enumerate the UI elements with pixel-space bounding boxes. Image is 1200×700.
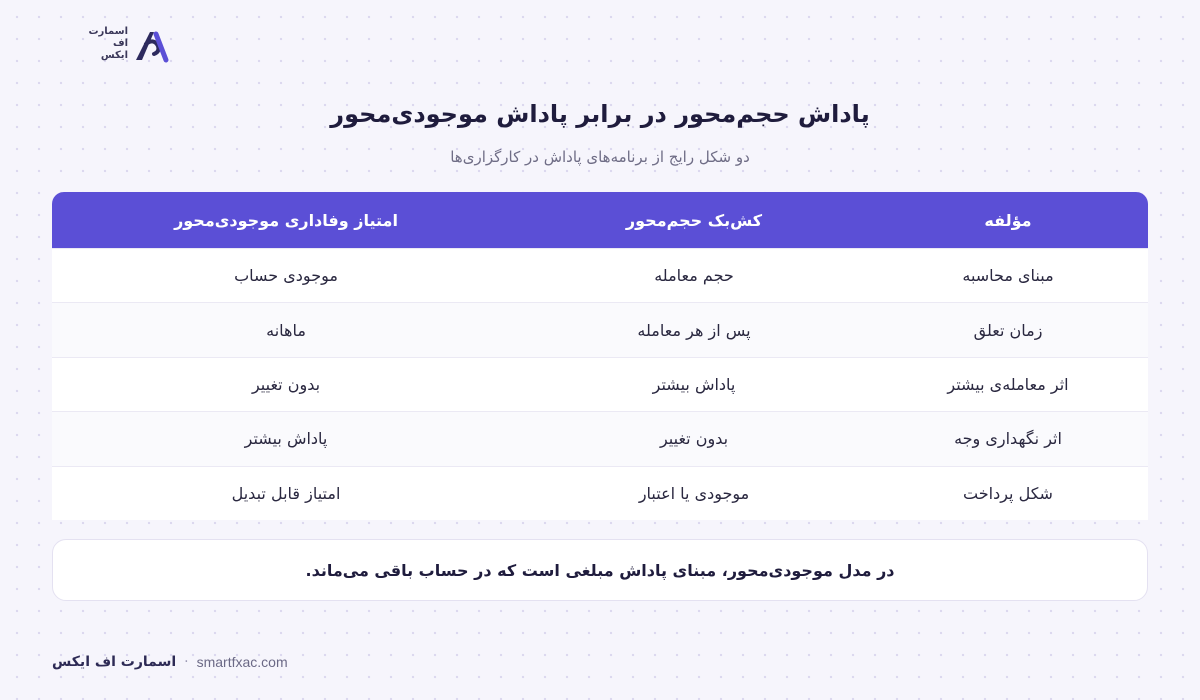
table-row [52,466,1148,520]
table-cell: زمان تعلق [973,320,1043,340]
footer [52,654,288,670]
page-subtitle: دو شکل رایج از برنامه‌های پاداش در کارگزاری‌ها [450,148,750,166]
table-cell: امتیاز قابل تبدیل [231,483,341,503]
table-row [52,411,1148,465]
page-title: پاداش حجم‌محور در برابر پاداش موجودی‌محور [330,100,870,128]
header-volume-cashback: کش‌بک حجم‌محور [520,192,868,248]
table-row [52,248,1148,302]
table-cell: ماهانه [266,320,306,340]
table-header [52,192,1148,248]
table-cell: پاداش بیشتر [652,374,736,394]
comparison-table [52,192,1148,520]
table-cell: اثر نگهداری وجه [954,429,1062,449]
table-cell: شکل پرداخت [963,483,1053,503]
table-cell: پاداش بیشتر [244,429,328,449]
table-cell: حجم معامله [654,266,734,286]
summary-note: در مدل موجودی‌محور، مبنای پاداش مبلغی است که در حساب باقی می‌ماند. [52,539,1148,601]
logo-line-3: ایکس [100,50,128,61]
brand-logo[interactable] [72,24,172,68]
logo-mark-icon [130,24,170,68]
table-cell: موجودی حساب [234,266,338,286]
table-cell: بدون تغییر [659,429,729,449]
table-row [52,357,1148,411]
table-cell: پس از هر معامله [637,320,751,340]
logo-line-1: اسمارت [88,26,128,37]
footer-url-link[interactable]: smartfxac.com [196,654,288,670]
table-cell: موجودی یا اعتبار [638,483,750,503]
logo-wordmark [72,26,128,62]
table-cell: مبنای محاسبه [962,266,1054,286]
table-row [52,302,1148,356]
header-balance-loyalty: امتیاز وفاداری موجودی‌محور [52,192,520,248]
logo-line-2: اف [112,38,128,49]
footer-brand: اسمارت اف ایکس [52,654,177,670]
table-cell: بدون تغییر [251,374,321,394]
header-component: مؤلفه [868,192,1148,248]
table-cell: اثر معامله‌ی بیشتر [947,374,1069,394]
footer-separator: · [184,654,189,670]
